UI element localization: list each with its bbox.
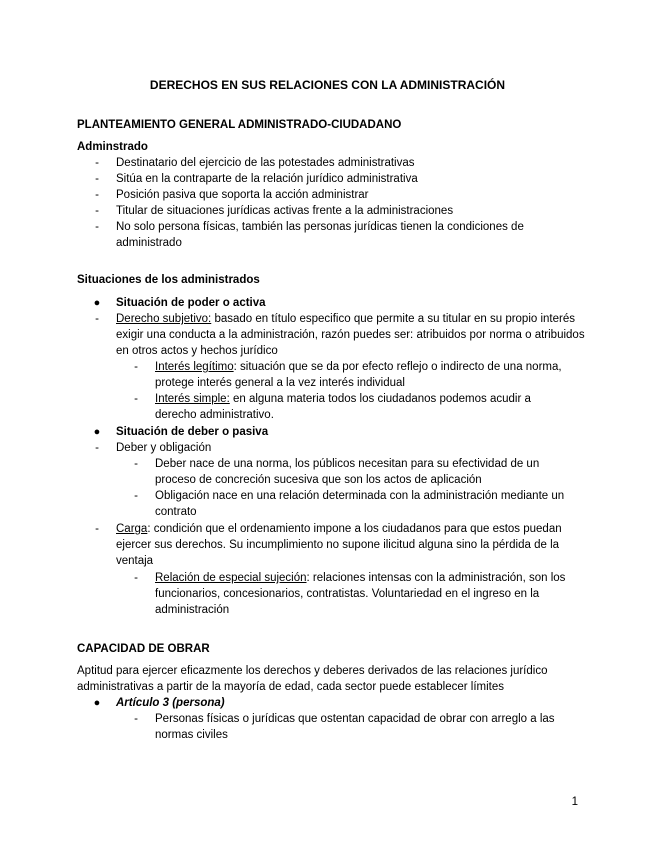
paragraph-capacidad: Aptitud para ejercer eficazmente los derechos y deberes derivados de las relaciones jurídico administrativas a partir de la mayoría de edad, cada sector puede establecer límites — [77, 665, 548, 694]
dash-marker: - — [134, 572, 138, 584]
section-heading-planteamiento: PLANTEAMIENTO GENERAL ADMINISTRADO-CIUDADANO — [77, 119, 402, 131]
term-carga: Carga — [116, 523, 148, 535]
bullet-item-situacion-pasiva: Situación de deber o pasiva — [116, 426, 269, 438]
list-item-interes-legitimo — [155, 359, 585, 391]
dash-marker: - — [134, 490, 138, 502]
dash-marker: - — [134, 393, 138, 405]
list-item: Titular de situaciones jurídicas activas frente a la administraciones — [116, 205, 454, 217]
bullet-marker: ● — [93, 697, 101, 709]
term-interes-simple: Interés simple: — [155, 393, 230, 405]
section-heading-capacidad: CAPACIDAD DE OBRAR — [77, 643, 210, 655]
term-relacion-especial-sujecion: Relación de especial sujeción — [155, 572, 307, 584]
dash-marker: - — [95, 313, 99, 325]
page-number: 1 — [571, 796, 578, 808]
definition-interes-legitimo: : situación que se da por efecto reflejo o indirecto de una norma, protege interés general a la vez interés individual — [155, 361, 562, 390]
definition-relacion-especial-sujecion: : relaciones intensas con la administración, son los funcionarios, concesionarios, contratistas. Voluntariedad en el ingreso en la administración — [155, 572, 566, 617]
bullet-marker: ● — [93, 297, 101, 309]
subheading-administrado: Adminstrado — [77, 141, 148, 153]
document-title: DERECHOS EN SUS RELACIONES CON LA ADMINISTRACIÓN — [149, 78, 506, 92]
list-item: No solo persona físicas, también las personas jurídicas tienen la condiciones de administrado — [116, 221, 524, 250]
list-item-deber-obligacion: Deber y obligación — [116, 442, 212, 454]
dash-marker: - — [95, 221, 99, 233]
list-item-relacion-especial-sujecion — [155, 570, 585, 618]
dash-marker: - — [95, 523, 99, 535]
dash-marker: - — [134, 713, 138, 725]
list-item: Posición pasiva que soporta la acción administrar — [116, 189, 369, 201]
bullet-marker: ● — [93, 426, 101, 438]
dash-marker: - — [95, 173, 99, 185]
list-item-deber-norma: Deber nace de una norma, los públicos necesitan para su efectividad de un proceso de concreción sucesiva que son los actos de aplicación — [155, 458, 540, 487]
term-interes-legitimo: Interés legítimo — [155, 361, 234, 373]
list-item: Destinatario del ejercicio de las potestades administrativas — [116, 157, 415, 169]
list-item-personas-capacidad: Personas físicas o jurídicas que ostentan capacidad de obrar con arreglo a las normas civiles — [155, 713, 555, 742]
term-derecho-subjetivo: Derecho subjetivo: — [116, 313, 212, 325]
dash-marker: - — [95, 157, 99, 169]
section-heading-situaciones: Situaciones de los administrados — [77, 274, 260, 286]
list-item-carga — [116, 521, 586, 569]
definition-interes-simple: en alguna materia todos los ciudadanos podemos acudir a derecho administrativo. — [155, 393, 531, 422]
list-item: Sitúa en la contraparte de la relación jurídico administrativa — [116, 173, 418, 185]
dash-marker: - — [95, 205, 99, 217]
dash-marker: - — [134, 361, 138, 373]
bullet-item-situacion-activa: Situación de poder o activa — [116, 297, 266, 309]
definition-derecho-subjetivo: basado en título especifico que permite a su titular en su propio interés exigir una conducta a la administración, razón puedes ser: atribuidos por norma o atribuidos en otros actos y hechos jurídico — [116, 313, 585, 358]
dash-marker: - — [95, 189, 99, 201]
list-item-interes-simple — [155, 391, 555, 423]
list-item-derecho-subjetivo — [116, 311, 586, 359]
dash-marker: - — [95, 442, 99, 454]
list-item-obligacion-contrato: Obligación nace en una relación determinada con la administración mediante un contrato — [155, 490, 565, 519]
definition-carga: : condición que el ordenamiento impone a los ciudadanos para que estos puedan ejercer sus derechos. Su incumplimiento no supone ilicitud alguna sino la pérdida de la ventaja — [116, 523, 562, 568]
dash-marker: - — [134, 458, 138, 470]
bullet-item-articulo-3: Artículo 3 (persona) — [116, 697, 225, 709]
